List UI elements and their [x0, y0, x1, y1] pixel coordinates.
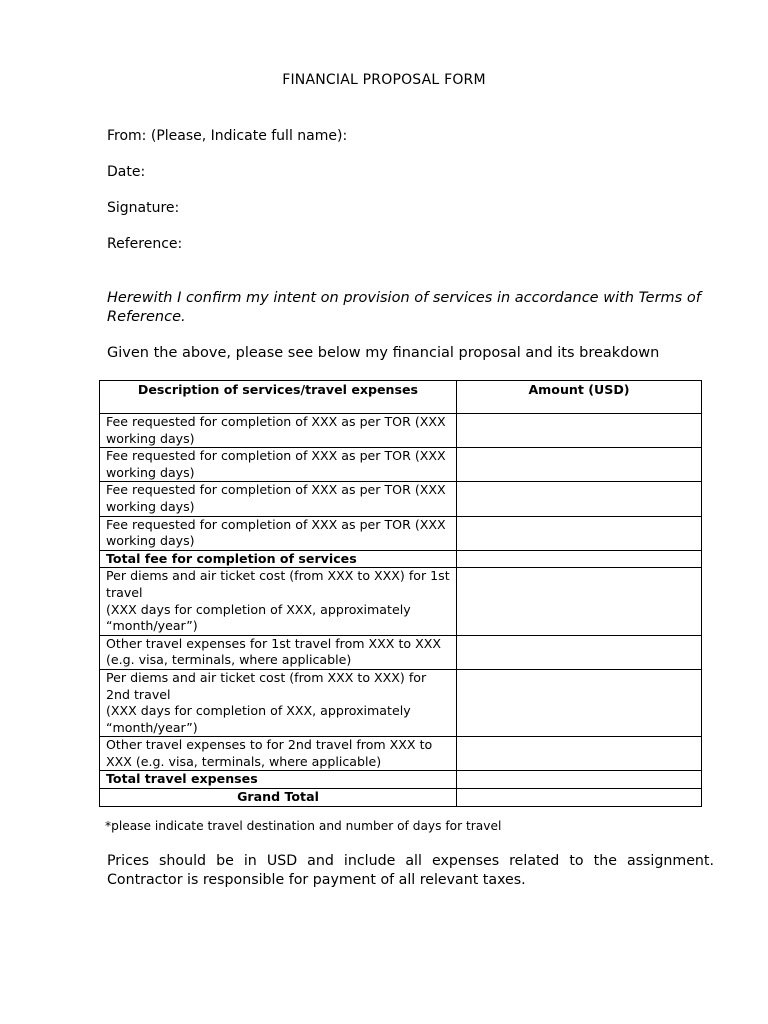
- financial-proposal-table: [99, 380, 702, 807]
- table-row: [100, 669, 702, 736]
- table-row: [100, 635, 702, 669]
- row-description: Grand Total: [100, 789, 457, 807]
- table-row: [100, 482, 702, 516]
- row-description: Fee requested for completion of XXX as per TOR (XXX working days): [100, 448, 457, 482]
- row-description-line: (XXX days for completion of XXX, approximately “month/year”): [106, 601, 411, 634]
- travel-footnote: *please indicate travel destination and number of days for travel: [105, 819, 502, 833]
- row-description: Fee requested for completion of XXX as per TOR (XXX working days): [100, 516, 457, 550]
- table-row: [100, 568, 702, 635]
- prices-statement: Prices should be in USD and include all expenses related to the assignment. Contractor is responsible for payment of all relevant taxes.: [107, 853, 714, 888]
- signature-field-label: Signature:: [107, 200, 180, 216]
- row-description-line: (XXX days for completion of XXX, approximately “month/year”): [106, 703, 411, 735]
- breakdown-intro: Given the above, please see below my financial proposal and its breakdown: [107, 345, 660, 361]
- table-header-row: [100, 381, 702, 414]
- row-amount-cell[interactable]: [457, 568, 702, 635]
- row-description-multiline: [100, 568, 457, 635]
- row-description-line: Per diems and air ticket cost (from XXX to XXX) for 1st travel: [106, 568, 450, 600]
- table-row-grand-total: [100, 789, 702, 807]
- row-amount-cell[interactable]: [457, 635, 702, 669]
- table-row-subtotal-travel: [100, 771, 702, 789]
- header-amount: Amount (USD): [457, 381, 702, 414]
- row-description: Fee requested for completion of XXX as per TOR (XXX working days): [100, 482, 457, 516]
- table-row: [100, 516, 702, 550]
- header-description: Description of services/travel expenses: [100, 381, 457, 414]
- table-row: [100, 414, 702, 448]
- row-amount-cell[interactable]: [457, 414, 702, 448]
- row-amount-cell[interactable]: [457, 482, 702, 516]
- row-amount-cell[interactable]: [457, 737, 702, 771]
- table-row-subtotal-fees: [100, 550, 702, 568]
- row-description-line: Per diems and air ticket cost (from XXX to XXX) for 2nd travel: [106, 669, 427, 702]
- row-amount-cell[interactable]: [457, 789, 702, 807]
- table-row: [100, 448, 702, 482]
- table-row: [100, 737, 702, 771]
- row-amount-cell[interactable]: [457, 516, 702, 550]
- row-description: Total travel expenses: [100, 771, 457, 789]
- row-amount-cell[interactable]: [457, 669, 702, 736]
- reference-field-label: Reference:: [107, 236, 183, 252]
- row-description-multiline: [100, 669, 457, 736]
- row-amount-cell[interactable]: [457, 448, 702, 482]
- form-title: FINANCIAL PROPOSAL FORM: [282, 72, 486, 88]
- date-field-label: Date:: [107, 164, 146, 180]
- intent-statement: Herewith I confirm my intent on provision of services in accordance with Terms of Reference.: [107, 290, 701, 325]
- row-description: Other travel expenses for 1st travel from XXX to XXX (e.g. visa, terminals, where applicable): [100, 635, 457, 669]
- from-field-label: From: (Please, Indicate full name):: [107, 128, 348, 144]
- row-description: Fee requested for completion of XXX as per TOR (XXX working days): [100, 414, 457, 448]
- row-description: Total fee for completion of services: [100, 550, 457, 568]
- row-amount-cell[interactable]: [457, 771, 702, 789]
- row-description: Other travel expenses to for 2nd travel from XXX to XXX (e.g. visa, terminals, where applicable): [100, 737, 457, 771]
- row-amount-cell[interactable]: [457, 550, 702, 568]
